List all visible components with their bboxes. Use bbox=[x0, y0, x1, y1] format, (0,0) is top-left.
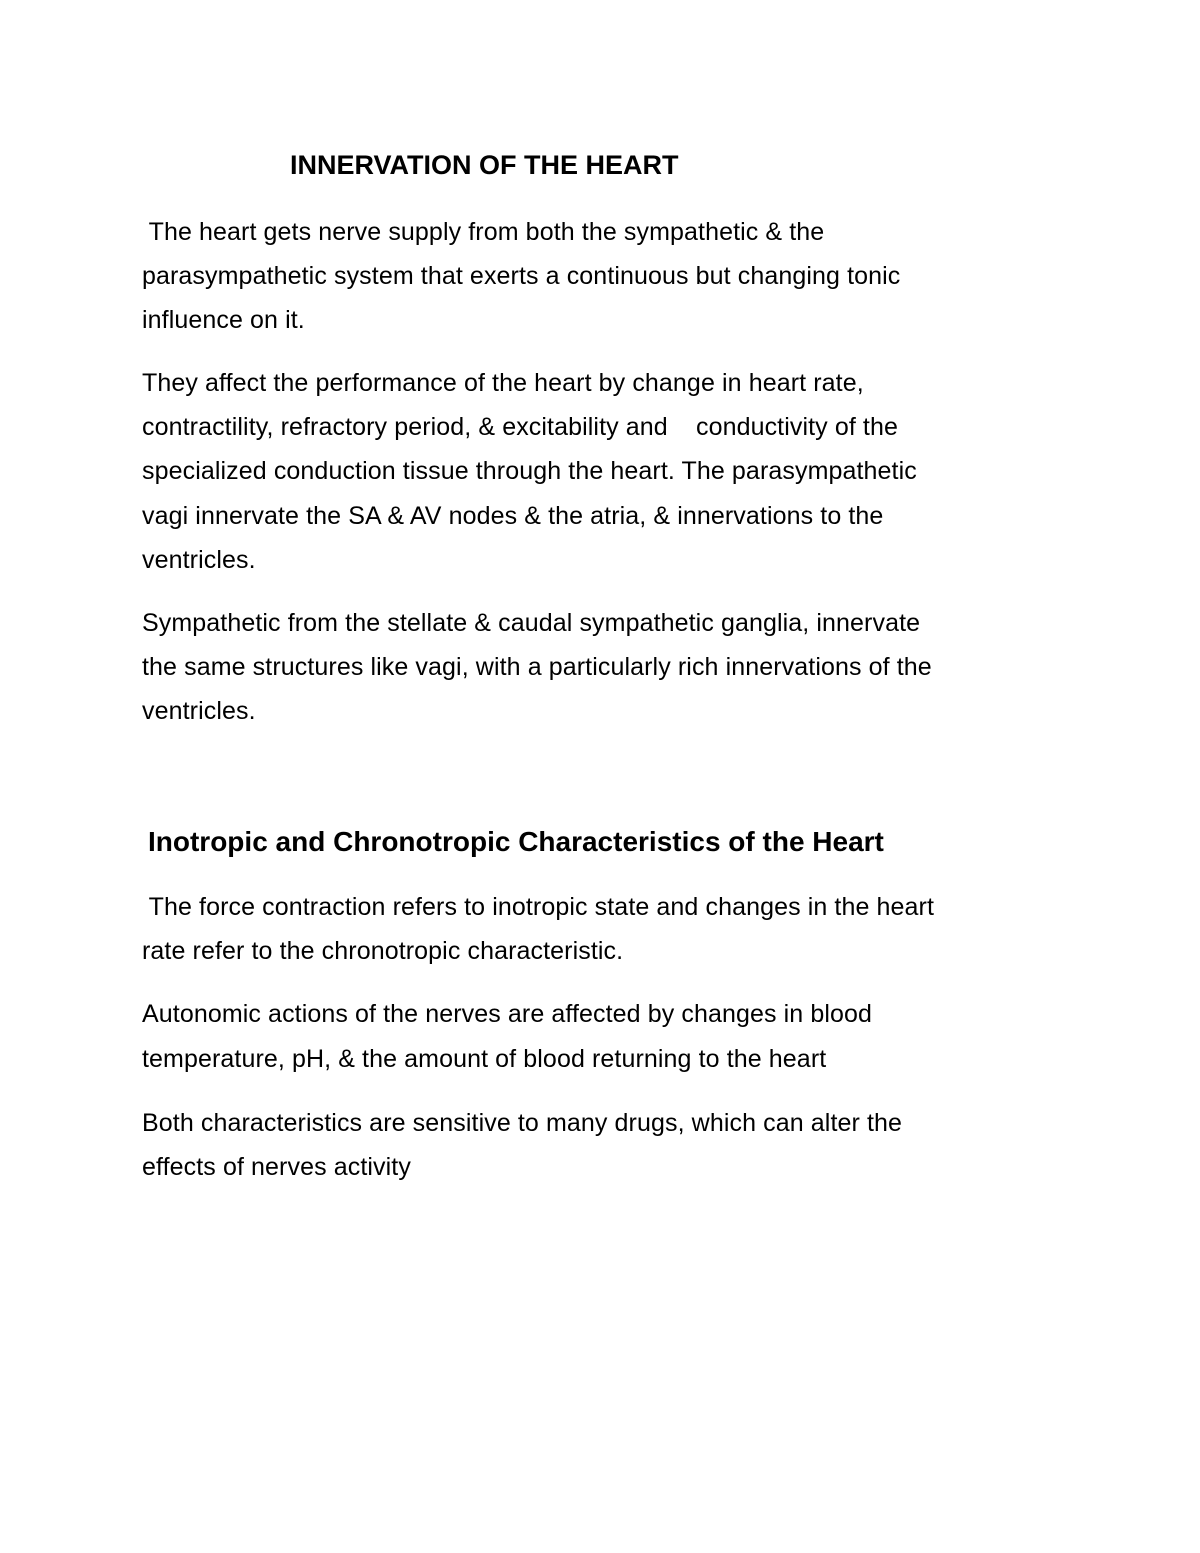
paragraph-6-line-2: effects of nerves activity bbox=[142, 1153, 411, 1181]
paragraph-2-line-5: ventricles. bbox=[142, 546, 256, 574]
paragraph-3-line-3: ventricles. bbox=[142, 697, 256, 725]
page-title: INNERVATION OF THE HEART bbox=[290, 150, 679, 180]
paragraph-1-line-3: influence on it. bbox=[142, 306, 305, 334]
paragraph-5-line-1: Autonomic actions of the nerves are affected by changes in blood bbox=[142, 1000, 873, 1028]
paragraph-1-line-1: The heart gets nerve supply from both the sympathetic & the bbox=[142, 218, 825, 246]
paragraph-1-line-2: parasympathetic system that exerts a continuous but changing tonic bbox=[142, 262, 901, 290]
section-heading: Inotropic and Chronotropic Characteristics of the Heart bbox=[148, 826, 884, 857]
paragraph-4-line-1: The force contraction refers to inotropic state and changes in the heart bbox=[142, 893, 935, 921]
paragraph-5-line-2: temperature, pH, & the amount of blood returning to the heart bbox=[142, 1045, 827, 1073]
paragraph-2-line-2: contractility, refractory period, & excitability and conductivity of the bbox=[142, 413, 898, 441]
paragraph-3-line-1: Sympathetic from the stellate & caudal sympathetic ganglia, innervate bbox=[142, 609, 921, 637]
paragraph-4-line-2: rate refer to the chronotropic characteristic. bbox=[142, 937, 624, 965]
paragraph-2-line-4: vagi innervate the SA & AV nodes & the atria, & innervations to the bbox=[142, 502, 884, 530]
paragraph-6-line-1: Both characteristics are sensitive to many drugs, which can alter the bbox=[142, 1109, 903, 1137]
paragraph-2-line-1: They affect the performance of the heart by change in heart rate, bbox=[142, 369, 864, 397]
paragraph-3-line-2: the same structures like vagi, with a particularly rich innervations of the bbox=[142, 653, 932, 681]
paragraph-2-line-3: specialized conduction tissue through the heart. The parasympathetic bbox=[142, 457, 917, 485]
